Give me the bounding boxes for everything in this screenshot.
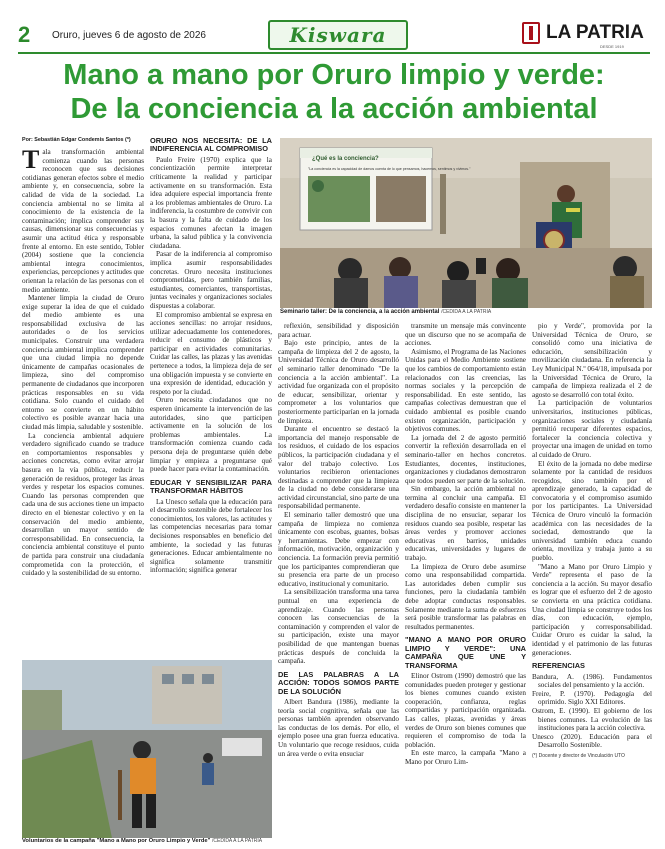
seminar-photo-caption (280, 309, 652, 315)
logo-name: LA PATRIA (546, 22, 644, 43)
subheading: "MANO A MANO POR ORURO LIMPIO Y VERDE": UNA CAMPAÑA QUE UNE Y TRANSFORMA (405, 635, 526, 670)
section-name: Kiswara (289, 23, 387, 47)
volunteers-photo-caption (22, 838, 272, 845)
headline-line-1: Mano a mano por Oruro limpio y verde: (63, 59, 605, 91)
volunteers-photo (22, 660, 272, 838)
paragraph: La sensibilización transforma una tarea puntual en una experiencia de aprendizaje. Cuando las personas conocen las consecuencias de la contaminación y comprenden el valor de su participación, existe una mayor posibilidad de que mantengan buenas prácticas después de concluida la campaña. (278, 588, 399, 666)
section-badge (268, 20, 408, 50)
article-column-3 (278, 322, 399, 845)
paragraph: "Mano a Mano por Oruro Limpio y Verde" representa el paso de la conciencia a la acción. Su mayor desafío es lograr que el esfuerzo del 2 de agosto se convierta en una práctica cotidiana. Una ciudad limpia se construye todos los días, con educación, ejemplo, participación y corresponsabilidad. Cuidar Oruro es cuidar la salud, la identidad y el patrimonio de las futuras generaciones. (532, 562, 652, 657)
drop-cap: T (22, 148, 40, 174)
paragraph: pio y Verde", promovida por la Universidad Técnica de Oruro, se consolidó como una iniciativa de educación, sensibilización y movilización ciudadana. En referencia la Ley Municipal N.º 064/18, impulsada por la Universidad Técnica de Oruro, la campaña de limpieza realizada el 2 de agosto se desarrolló con total éxito. (532, 322, 652, 399)
subheading: DE LAS PALABRAS A LA ACCIÓN: TODOS SOMOS PARTE DE LA SOLUCIÓN (278, 669, 399, 696)
article-column-1 (22, 148, 144, 646)
headline (14, 58, 654, 126)
paragraph: El compromiso ambiental se expresa en acciones sencillas: no arrojar residuos, utilizar adecuadamente los contenedores, reducir el consumo de plásticos y participar en actividades comunitarias. Cuidar las calles, las plazas y las avenidas pertenece a todos, la limpieza deja de ser una obligación impuesta y se convierte en una expresión de identidad, educación y respeto por la ciudad. (150, 310, 272, 396)
paragraph: Bajo este principio, antes de la campaña de limpieza del 2 de agosto, la Universidad Técnica de Oruro desarrolló el seminario taller denominado "De la conciencia a la acción ambiental". La actividad fue organizada con el propósito de educar, sensibilizar, orientar y comprometer a los voluntarios que posteriormente participarían en la jornada de limpieza. (278, 339, 399, 425)
photo-credit: /CEDIDA A LA PATRIA (211, 838, 263, 844)
volunteers-photo-image (22, 660, 272, 838)
paragraph: Oruro necesita ciudadanos que no esperen únicamente la intervención de las autoridades, sino que participen activamente en la solución de los problemas ambientales. La transformación comienza cuando cada persona deja de preguntarse quién debe limpiar y empieza a preguntarse qué puede hacer para evitar la contaminación. (150, 396, 272, 474)
references-list (532, 673, 652, 750)
seminar-photo (280, 138, 652, 308)
newspaper-logo (522, 20, 650, 48)
page-number: 2 (18, 22, 31, 47)
paragraph: Albert Bandura (1986), mediante la teoría social cognitiva, señala que las personas también aprenden observando las conductas de los demás. Por ello, el ejemplo posee una gran fuerza educativa. Un voluntario que recoge residuos, cuida un área verde o evita ensuciar (278, 697, 399, 758)
paragraph: La participación de voluntarios universitarios, instituciones públicas, organizaciones sociales y ciudadanía permitió recuperar diferentes espacios, fortalecer la conciencia colectiva y proyectar una imagen de unidad en torno al cuidado de Oruro. (532, 399, 652, 459)
slide-title: ¿Qué es la conciencia? (312, 156, 379, 162)
references-heading: REFERENCIAS (532, 661, 585, 671)
photo-credit: /CEDIDA A LA PATRIA (441, 309, 492, 315)
byline: Por: Sebastián Edgar Condemis Santos (*) (22, 137, 131, 143)
article-column-4 (405, 322, 526, 845)
paragraph: Sin embargo, la acción ambiental no termina al concluir una campaña. El verdadero desafío consiste en mantener la disciplina de no ensuciar, separar los residuos cuando sea posible, respetar las áreas verdes y promover acciones educativas en barrios, unidades educativas, universidades y lugares de trabajo. (405, 485, 526, 563)
paragraph: La jornada del 2 de agosto permitió convertir la reflexión desarrollada en el seminario-taller en hechos concretos. Estudiantes, docentes, instituciones, organizaciones y ciudadanos demostraron que todos pueden ser parte de la solución. (405, 433, 526, 485)
paragraph: transmite un mensaje más convincente que un discurso que no se acompaña de acciones. (405, 322, 526, 348)
paragraph: reflexión, sensibilidad y disposición para actuar. (278, 322, 399, 339)
logo-tagline: DESDE 1919 (600, 44, 624, 49)
header-divider (18, 52, 650, 54)
caption-text: Voluntarios de la campaña "Mano a Mano por Oruro Limpio y Verde" (22, 838, 211, 844)
edition-date: Oruro, jueves 6 de agosto de 2026 (52, 30, 206, 41)
author-footnote: (*) Docente y director de Vinculación UTO (532, 752, 625, 759)
paragraph: La Unesco señala que la educación para el desarrollo sostenible debe fortalecer los conocimientos, los valores, las actitudes y las competencias necesarias para tomar decisiones responsables en beneficio del ambiente, la sociedad y las futuras generaciones. Educar ambientalmente no significa solamente transmitir información; significa generar (150, 497, 272, 575)
paragraph: Asimismo, el Programa de las Naciones Unidas para el Medio Ambiente sostiene que los cambios de comportamiento están relacionados con las creencias, las normas sociales y la percepción de responsabilidad. En este sentido, las campañas colectivas demuestran que el cuidado ambiental es posible cuando existen organización, participación y objetivos comunes. (405, 347, 526, 434)
paragraph: Paulo Freire (1970) explica que la concientización permite interpretar críticamente la realidad y participar activamente en su transformación. Esta idea adquiere especial importancia frente a los problemas ambientales de Oruro. La indiferencia, la costumbre de convivir con la basura y la falta de cuidado de los espacios comunes afectan la imagen urbana, la salud pública y la convivencia ciudadana. (150, 155, 272, 250)
paragraph: Durante el encuentro se destacó la importancia del manejo responsable de los residuos, el cuidado de los espacios públicos, la participación ciudadana y el valor del trabajo colectivo. Los voluntarios recibieron orientaciones destinadas a comprender que la limpieza de la ciudad no debe considerarse una actividad circunstancial, sino parte de una responsabilidad permanente. (278, 425, 399, 511)
headline-line-2: De la conciencia a la acción ambiental (70, 93, 598, 125)
paragraph: La limpieza de Oruro debe asumirse como una responsabilidad compartida. Las autoridades deben cumplir sus funciones, pero la ciudadanía también debe adoptar conductas responsables. Solamente mediante la suma de esfuerzos será posible transformar las palabras en resultados permanentes. (405, 562, 526, 631)
slide-text: "La conciencia es la capacidad de darnos cuenta de lo que pensamos, hacemos, sentimos y vivimos." (308, 167, 471, 171)
paragraph: La conciencia ambiental adquiere verdadero significado cuando se traduce en comportamientos responsables y acciones concretas, como evitar arrojar basura en la vía pública, reducir la generación de residuos, proteger las áreas verdes y respetar los espacios comunes. Cuando las personas comprenden que cada una de sus acciones tiene un impacto directo en el bienestar colectivo y en la conservación del medio ambiente, desarrollan un mayor sentido de corresponsabilidad. En consecuencia, la conciencia ambiental constituye el punto de partida para construir una ciudadanía comprometida con la protección, el cuidado y la sostenibilidad de su entorno. (22, 431, 144, 578)
reference-item: Freire, P. (1970). Pedagogía del oprimido. Siglo XXI Editores. (532, 689, 652, 707)
paragraph: Tala transformación ambiental comienza cuando las personas reconocen que sus decisiones cotidianas generan efectos sobre el medio ambiente y, en consecuencia, sobre la calidad de vida de la sociedad. La conciencia ambiental no se limita al conocimiento de la existencia de la contaminación; implica comprender sus causas, dimensionar sus consecuencias y asumir una actitud ética y responsable frente al entorno. En este sentido, Tobler (2004) sostiene que la conciencia ambiental integra conocimientos, experiencias, percepciones y actitudes que orientan la relación de las personas con el medio ambiente. (22, 148, 144, 294)
logo-icon (522, 22, 540, 44)
caption-text: Seminario taller: De la conciencia, a la acción ambiental (280, 309, 440, 315)
paragraph: Mantener limpia la ciudad de Oruro exige superar la idea de que el cuidado del medio ambiente es una responsabilidad exclusiva de las autoridades o de los servicios municipales. Construir una verdadera conciencia ambiental implica comprender que una ciudad limpia no depende únicamente de campañas ocasionales de limpieza, sino del compromiso permanente de ciudadanos que incorporen prácticas responsables en su vida cotidiana. Solo cuando el cuidado del entorno se convierte en un hábito colectivo es posible avanzar hacia una ciudad más limpia, saludable y sostenible. (22, 294, 144, 431)
article-column-2 (150, 137, 272, 624)
seminar-photo-image (280, 138, 652, 308)
article-column-5 (532, 322, 652, 845)
reference-item: Bandura, A. (1986). Fundamentos sociales del pensamiento y la acción. (532, 672, 652, 690)
paragraph: El éxito de la jornada no debe medirse solamente por la cantidad de residuos recogidos, sino también por el aprendizaje generado, la capacidad de convocatoria y el compromiso asumido por los participantes. La Universidad Técnica de Oruro vinculó la formación académica con las necesidades de la sociedad, demostrando que la universidad también educa cuando orienta, moviliza y trabaja junto a su pueblo. (532, 459, 652, 563)
reference-item: Unesco (2020). Educación para el Desarrollo Sostenible. (532, 732, 652, 750)
reference-item: Ostrom, E. (1990). El gobierno de los bienes comunes. La evolución de las instituciones para la acción colectiva. (532, 706, 652, 733)
paragraph: Pasar de la indiferencia al compromiso implica asumir responsabilidades concretas. Oruro necesita instituciones comprometidas, pero también familias, estudiantes, comerciantes, transportistas, juntas vecinales y organizaciones sociales dispuestas a colaborar. (150, 250, 272, 310)
paragraph: El seminario taller demostró que una campaña de limpieza no comienza únicamente con escobas, guantes, bolsas y herramientas. Debe empezar con información, motivación, organización y conciencia. La formación previa permitió que los participantes comprendieran que su presencia era parte de un proceso educativo, institucional y comunitario. (278, 511, 399, 588)
subheading: ORURO NOS NECESITA: DE LA INDIFERENCIA AL COMPROMISO (150, 137, 272, 154)
paragraph: Elinor Ostrom (1990) demostró que las comunidades pueden proteger y gestionar los bienes comunes cuando existen cooperación, confianza, reglas compartidas y participación organizada. Las calles, plazas, avenidas y áreas verdes de Oruro son bienes comunes que requieren el compromiso de toda la población. (405, 672, 526, 749)
paragraph: En este marco, la campaña "Mano a Mano por Oruro Lim- (405, 749, 526, 766)
subheading: EDUCAR Y SENSIBILIZAR PARA TRANSFORMAR HÁBITOS (150, 477, 272, 496)
page-header (0, 0, 665, 56)
